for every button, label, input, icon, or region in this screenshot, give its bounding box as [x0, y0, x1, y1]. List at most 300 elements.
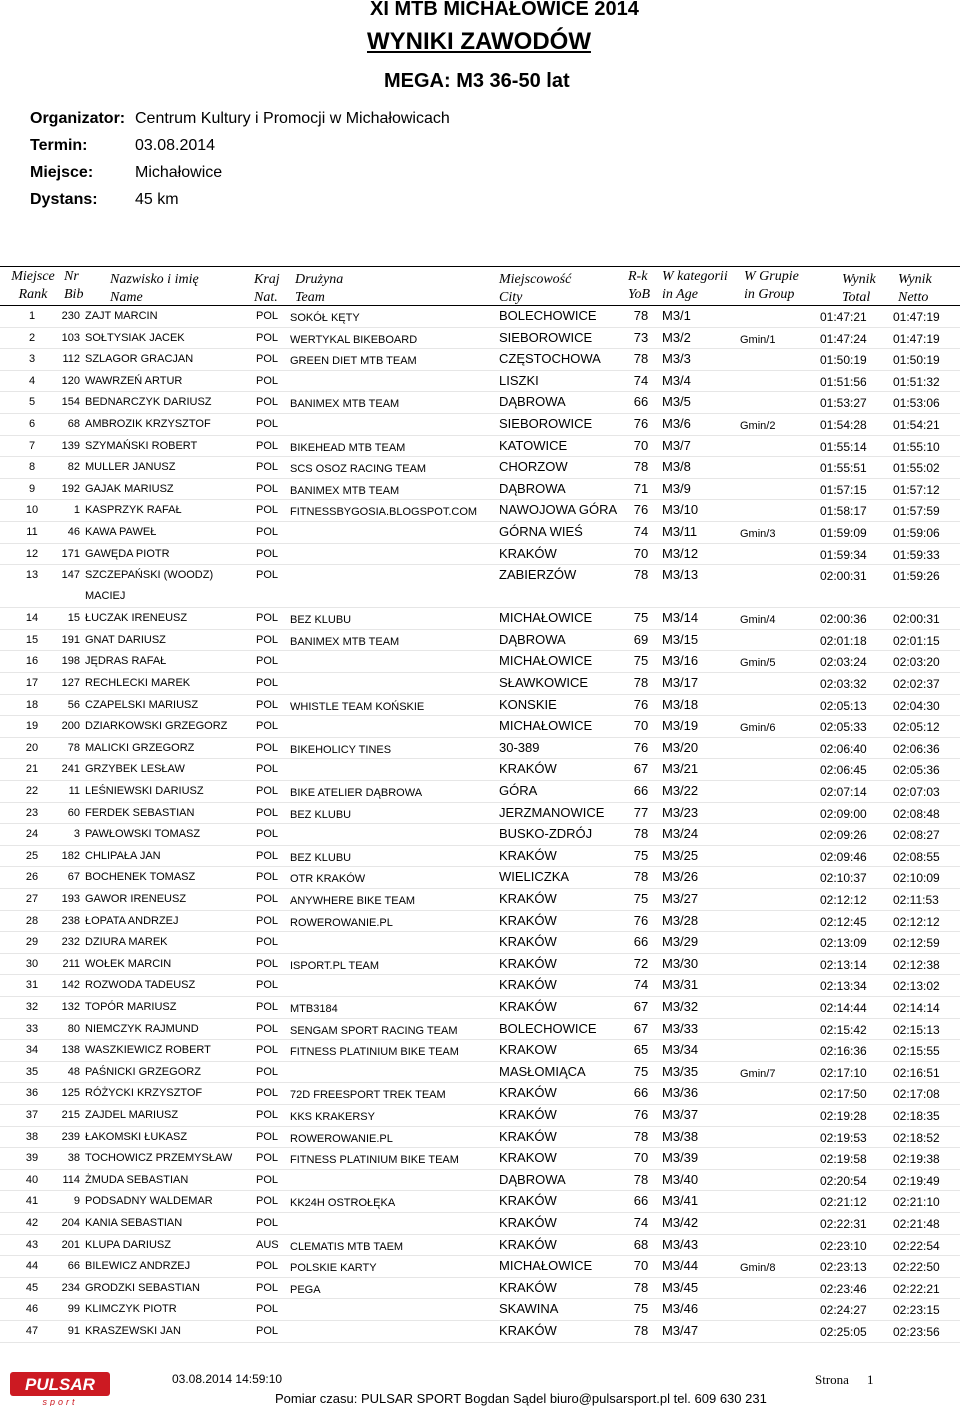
cell-name: TOPÓR MARIUSZ — [85, 1001, 177, 1013]
organizer-value: Centrum Kultury i Promocji w Michałowicach — [135, 110, 450, 127]
cell-nat: POL — [256, 957, 279, 970]
cell-city: KONSKIE — [499, 696, 557, 712]
cell-rank: 12 — [25, 547, 39, 560]
cell-bib: 15 — [67, 612, 80, 625]
table-row — [0, 997, 960, 1019]
table-row — [0, 1278, 960, 1300]
cell-net: 01:47:19 — [893, 310, 940, 324]
logo-text: PULSAR — [25, 1375, 95, 1394]
cell-city: KRAKÓW — [499, 761, 557, 777]
cell-name: ZAJT MARCIN — [85, 310, 158, 322]
cell-cat: M3/41 — [662, 1193, 699, 1209]
cell-bib: 3 — [73, 828, 80, 841]
cell-rank: 16 — [25, 655, 39, 668]
cell-yob: 70 — [633, 718, 649, 734]
cell-rank: 43 — [25, 1238, 39, 1251]
cell-yob: 78 — [633, 1128, 649, 1144]
cell-rank: 41 — [25, 1195, 39, 1208]
cell-yob: 78 — [633, 308, 649, 323]
header-nat-en: Nat. — [254, 290, 278, 305]
cell-name: BOCHENEK TOMASZ — [85, 871, 196, 884]
table-header — [0, 266, 960, 306]
cell-net: 01:55:02 — [893, 461, 940, 476]
cell-tot: 02:21:12 — [820, 1195, 867, 1210]
table-row — [0, 1256, 960, 1278]
cell-name: TOCHOWICZ PRZEMYSŁAW — [85, 1152, 233, 1165]
cell-yob: 66 — [633, 394, 649, 410]
cell-tot: 01:55:51 — [820, 461, 867, 476]
cell-cat: M3/13 — [662, 567, 699, 583]
cell-city: KRAKOW — [499, 1042, 557, 1058]
cell-name: BILEWICZ ANDRZEJ — [85, 1260, 191, 1273]
cell-nat: POL — [256, 806, 279, 819]
table-row — [0, 759, 960, 781]
cell-cat: M3/29 — [662, 934, 699, 950]
header-rank — [8, 268, 58, 304]
cell-tot: 01:47:21 — [820, 310, 867, 324]
cell-net: 02:02:37 — [893, 677, 940, 691]
cell-name: LEŚNIEWSKI DARIUSZ — [85, 785, 204, 797]
cell-tot: 02:06:45 — [820, 763, 867, 778]
cell-yob: 67 — [633, 999, 649, 1014]
cell-city: BOLECHOWICE — [499, 308, 597, 323]
header-bib-pl: Nr — [64, 269, 79, 284]
cell-tot: 02:19:53 — [820, 1130, 867, 1145]
place-label: Miejsce: — [30, 164, 94, 181]
cell-net: 02:12:59 — [893, 936, 940, 951]
cell-tot: 01:51:56 — [820, 374, 867, 389]
cell-yob: 76 — [633, 912, 649, 928]
cell-team: BEZ KLUBU — [290, 808, 352, 821]
cell-nat: POL — [256, 1195, 279, 1208]
cell-rank: 31 — [25, 979, 39, 992]
cell-yob: 75 — [633, 891, 649, 906]
cell-city: KRAKÓW — [499, 999, 557, 1014]
header-total-en: Total — [842, 290, 871, 305]
cell-name: GRZYBEK LESŁAW — [85, 763, 185, 776]
cell-name: SZLAGOR GRACJAN — [85, 353, 194, 366]
cell-city: NAWOJOWA GÓRA — [499, 502, 618, 518]
cell-nat: POL — [256, 1130, 279, 1143]
cell-team: GREEN DIET MTB TEAM — [290, 355, 417, 368]
cell-cat: M3/26 — [662, 869, 699, 885]
cell-rank: 30 — [25, 957, 39, 970]
cell-net: 02:19:49 — [893, 1173, 940, 1188]
cell-nat: POL — [256, 1109, 279, 1121]
cell-bib: 138 — [61, 1044, 80, 1057]
cell-name: WOŁEK MARCIN — [85, 957, 172, 970]
cell-team: POLSKIE KARTY — [290, 1262, 377, 1275]
table-row — [0, 436, 960, 458]
cell-name: ŁAKOMSKI ŁUKASZ — [85, 1130, 188, 1143]
cell-name: RECHLECKI MAREK — [85, 677, 191, 689]
cell-tot: 02:22:31 — [820, 1217, 867, 1231]
header-rank-pl: Miejsce — [11, 269, 55, 284]
cell-yob: 74 — [633, 1215, 649, 1230]
cell-city: MASŁOMIĄCA — [499, 1063, 586, 1079]
cell-yob: 74 — [633, 372, 649, 388]
logo-sub: sport — [42, 1397, 78, 1406]
cell-tot: 01:47:24 — [820, 331, 867, 346]
organizer-label: Organizator: — [30, 110, 126, 127]
cell-net: 02:03:20 — [893, 655, 940, 670]
cell-rank: 8 — [28, 461, 36, 474]
cell-rank: 46 — [25, 1303, 39, 1316]
cell-tot: 02:12:12 — [820, 893, 867, 907]
cell-name: ŁUCZAK IRENEUSZ — [85, 612, 188, 625]
cell-grp: Gmin/8 — [740, 1262, 776, 1275]
cell-tot: 01:53:27 — [820, 396, 867, 411]
table-row — [0, 1170, 960, 1192]
cell-name: KRASZEWSKI JAN — [85, 1325, 181, 1337]
cell-bib: 132 — [61, 1001, 80, 1013]
cell-city: KRAKÓW — [499, 934, 557, 950]
table-row — [0, 1019, 960, 1041]
cell-net: 01:59:06 — [893, 526, 940, 540]
cell-cat: M3/14 — [662, 610, 699, 626]
cell-net: 02:06:36 — [893, 741, 940, 756]
cell-rank: 22 — [25, 785, 39, 797]
cell-team: ISPORT.PL TEAM — [290, 959, 380, 972]
cell-nat: POL — [256, 526, 279, 538]
footer-timing: Pomiar czasu: PULSAR SPORT Bogdan Sądel biuro@pulsarsport.pl tel. 609 630 231 — [275, 1391, 767, 1406]
cell-rank: 7 — [28, 439, 36, 452]
cell-cat: M3/9 — [662, 480, 691, 496]
cell-net: 02:08:48 — [893, 806, 940, 821]
cell-net: 02:12:38 — [893, 957, 940, 972]
cell-city: KRAKÓW — [499, 1128, 557, 1144]
cell-name: KASPRZYK RAFAŁ — [85, 504, 182, 517]
cell-name: KLUPA DARIUSZ — [85, 1238, 171, 1251]
table-row — [0, 1105, 960, 1127]
cell-cat: M3/35 — [662, 1063, 699, 1079]
header-yob-en: YoB — [628, 287, 651, 302]
cell-cat: M3/2 — [662, 329, 691, 345]
cell-nat: POL — [256, 396, 279, 409]
cell-rank: 19 — [25, 720, 39, 733]
cell-city: KRAKÓW — [499, 891, 557, 906]
cell-city: MICHAŁOWICE — [499, 653, 593, 669]
cell-tot: 02:07:14 — [820, 785, 867, 799]
cell-name: NIEMCZYK RAJMUND — [85, 1022, 199, 1035]
cell-name: AMBROZIK KRZYSZTOF — [85, 418, 211, 430]
cell-tot: 02:19:58 — [820, 1152, 867, 1167]
cell-city: KRAKÓW — [499, 1236, 557, 1252]
cell-team: BIKEHEAD MTB TEAM — [290, 441, 406, 454]
cell-nat: POL — [256, 1044, 279, 1057]
cell-rank: 40 — [25, 1173, 39, 1186]
cell-net: 02:11:53 — [893, 893, 939, 907]
cell-nat: POL — [256, 677, 279, 689]
table-row — [0, 846, 960, 868]
cell-bib: 182 — [61, 849, 80, 862]
event-title: XI MTB MICHAŁOWICE 2014 — [370, 0, 639, 20]
header-city-en: City — [499, 290, 523, 305]
cell-team: KK24H OSTROŁĘKA — [290, 1197, 396, 1210]
cell-net: 02:07:03 — [893, 785, 940, 799]
cell-tot: 02:03:32 — [820, 677, 867, 691]
cell-net: 02:08:55 — [893, 849, 940, 864]
cell-rank: 11 — [26, 526, 38, 538]
cell-bib: 198 — [61, 655, 80, 668]
table-row — [0, 414, 960, 436]
cell-name: WASZKIEWICZ ROBERT — [85, 1044, 211, 1057]
cell-city: DĄBROWA — [499, 631, 566, 647]
cell-rank: 10 — [25, 504, 39, 517]
header-netto-pl: Wynik — [898, 272, 932, 287]
cell-bib: 80 — [67, 1022, 80, 1035]
header-total-pl: Wynik — [842, 272, 876, 287]
cell-bib: 215 — [61, 1109, 80, 1121]
cell-tot: 02:05:13 — [820, 698, 867, 713]
cell-nat: POL — [256, 1303, 279, 1316]
cell-nat: POL — [256, 1022, 279, 1035]
header-nat-pl: Kraj — [254, 272, 280, 287]
cell-team: BEZ KLUBU — [290, 614, 352, 627]
cell-city: CHORZOW — [499, 459, 568, 475]
cell-city: BUSKO-ZDRÓJ — [499, 826, 593, 842]
cell-net: 02:22:54 — [893, 1238, 940, 1253]
cell-yob: 66 — [633, 1085, 649, 1101]
cell-tot: 02:25:05 — [820, 1325, 867, 1339]
cell-tot: 02:15:42 — [820, 1022, 867, 1037]
cell-cat: M3/22 — [662, 783, 699, 798]
place-value: Michałowice — [135, 164, 223, 181]
cell-bib: 46 — [67, 526, 80, 538]
cell-name: PAWŁOWSKI TOMASZ — [85, 828, 201, 841]
table-row — [0, 738, 960, 760]
cell-yob: 76 — [633, 502, 649, 518]
cell-rank: 44 — [25, 1260, 39, 1273]
cell-bib: 9 — [73, 1195, 80, 1208]
cell-bib: 171 — [61, 547, 80, 560]
cell-cat: M3/44 — [662, 1258, 699, 1274]
cell-net: 01:57:59 — [893, 504, 940, 519]
cell-grp: Gmin/7 — [740, 1067, 776, 1080]
cell-cat: M3/25 — [662, 847, 699, 863]
cell-name: ZAJDEL MARIUSZ — [85, 1109, 179, 1121]
cell-city: KRAKÓW — [499, 1215, 557, 1230]
cell-net: 02:10:09 — [893, 871, 940, 886]
cell-tot: 02:12:45 — [820, 914, 867, 929]
cell-bib: 11 — [68, 785, 80, 797]
cell-nat: POL — [256, 374, 279, 387]
cell-cat: M3/37 — [662, 1107, 699, 1122]
table-row — [0, 889, 960, 911]
header-bib — [64, 268, 83, 304]
cell-net: 02:19:38 — [893, 1152, 940, 1167]
cell-rank: 38 — [25, 1130, 39, 1143]
cell-name: GAJAK MARIUSZ — [85, 482, 174, 495]
cell-rank: 17 — [25, 677, 39, 689]
table-row — [0, 932, 960, 954]
cell-tot: 02:13:09 — [820, 936, 867, 951]
cell-nat: AUS — [256, 1238, 279, 1251]
cell-nat: POL — [256, 741, 279, 754]
cell-tot: 01:57:15 — [820, 482, 867, 497]
cell-team: 72D FREESPORT TREK TEAM — [290, 1089, 446, 1102]
cell-nat: POL — [256, 310, 279, 322]
cell-city: DĄBROWA — [499, 480, 566, 496]
cell-tot: 02:00:36 — [820, 612, 867, 627]
cell-city: GÓRA — [499, 783, 538, 798]
cell-bib: 232 — [61, 936, 80, 949]
cell-bib: 147 — [61, 569, 80, 582]
table-row — [0, 630, 960, 652]
cell-yob: 73 — [633, 329, 649, 345]
cell-grp: Gmin/6 — [740, 722, 776, 735]
cell-bib: 193 — [61, 893, 80, 905]
cell-yob: 76 — [633, 739, 649, 755]
table-row — [0, 975, 960, 997]
cell-rank: 20 — [25, 741, 39, 754]
cell-team: KKS KRAKERSY — [290, 1111, 375, 1123]
cell-rank: 2 — [28, 331, 36, 344]
cell-nat: POL — [256, 1152, 279, 1165]
cell-yob: 74 — [633, 977, 649, 993]
cell-nat: POL — [256, 547, 279, 560]
cell-city: KRAKÓW — [499, 847, 557, 863]
table-row — [0, 1127, 960, 1149]
cell-team: SOKÓŁ KĘTY — [290, 312, 360, 324]
header-rank-en: Rank — [18, 287, 48, 302]
distance-value: 45 km — [135, 191, 179, 208]
cell-rank: 29 — [25, 936, 39, 949]
cell-team: BANIMEX MTB TEAM — [290, 635, 400, 648]
cell-tot: 02:09:00 — [820, 806, 867, 821]
cell-team: ANYWHERE BIKE TEAM — [290, 895, 416, 907]
cell-nat: POL — [256, 353, 279, 366]
cell-cat: M3/21 — [662, 761, 699, 777]
cell-rank: 15 — [25, 633, 39, 646]
cell-yob: 70 — [633, 1258, 649, 1274]
cell-name: CZAPELSKI MARIUSZ — [85, 698, 199, 711]
cell-team: FITNESSBYGOSIA.BLOGSPOT.COM — [290, 506, 478, 519]
cell-bib: 48 — [67, 1065, 80, 1078]
cell-name: RÓŻYCKI KRZYSZTOF — [85, 1087, 203, 1100]
cell-yob: 78 — [633, 675, 649, 690]
cell-bib: 60 — [67, 806, 80, 819]
cell-net: 02:23:15 — [893, 1303, 940, 1318]
cell-yob: 78 — [633, 1171, 649, 1187]
cell-cat: M3/3 — [662, 351, 691, 367]
cell-nat: POL — [256, 893, 279, 905]
table-row — [0, 1083, 960, 1105]
cell-yob: 68 — [633, 1236, 649, 1252]
table-row — [0, 695, 960, 717]
cell-rank: 3 — [28, 353, 36, 366]
cell-yob: 76 — [633, 1107, 649, 1122]
cell-name: PODSADNY WALDEMAR — [85, 1195, 213, 1208]
cell-cat: M3/10 — [662, 502, 699, 518]
cell-nat: POL — [256, 1173, 279, 1186]
cell-rank: 13 — [25, 569, 39, 582]
cell-cat: M3/12 — [662, 545, 699, 561]
cell-nat: POL — [256, 439, 279, 452]
cell-name: KANIA SEBASTIAN — [85, 1217, 183, 1229]
cell-cat: M3/43 — [662, 1236, 699, 1252]
table-row — [0, 1235, 960, 1257]
header-city-pl: Miejscowość — [499, 272, 572, 287]
cell-bib: 103 — [61, 331, 80, 344]
cell-yob: 78 — [633, 826, 649, 842]
cell-net: 02:16:51 — [893, 1065, 940, 1080]
header-name-en: Name — [110, 290, 143, 305]
cell-nat: POL — [256, 461, 279, 474]
cell-bib: 204 — [61, 1217, 80, 1229]
cell-cat: M3/46 — [662, 1301, 699, 1317]
footer-timestamp: 03.08.2014 14:59:10 — [172, 1372, 283, 1386]
cell-tot: 02:13:14 — [820, 957, 867, 972]
cell-team: ROWEROWANIE.PL — [290, 1132, 393, 1145]
table-row — [0, 1321, 960, 1343]
cell-tot: 02:19:28 — [820, 1109, 867, 1123]
cell-bib: 154 — [61, 396, 80, 409]
cell-city: SKAWINA — [499, 1301, 559, 1317]
header-cat — [662, 268, 728, 304]
cell-rank: 28 — [25, 914, 39, 927]
cell-yob: 67 — [633, 761, 649, 777]
cell-cat: M3/6 — [662, 416, 691, 431]
cell-bib: 230 — [61, 310, 80, 322]
cell-bib: 238 — [61, 914, 80, 927]
header-name-pl: Nazwisko i imię — [110, 272, 199, 287]
cell-name: SZCZEPAŃSKI (WOODZ) MACIEJ — [85, 569, 214, 603]
cell-team: WERTYKAL BIKEBOARD — [290, 333, 418, 346]
cell-net: 02:01:15 — [893, 633, 940, 648]
table-row — [0, 522, 960, 544]
header-bib-en: Bib — [64, 287, 84, 302]
cell-city: BOLECHOWICE — [499, 1020, 597, 1036]
cell-nat: POL — [256, 936, 279, 949]
distance-label: Dystans: — [30, 191, 98, 208]
cell-nat: POL — [256, 633, 279, 646]
cell-nat: POL — [256, 1260, 279, 1273]
cell-team: SCS OSOZ RACING TEAM — [290, 463, 427, 476]
table-row — [0, 781, 960, 803]
cell-rank: 24 — [25, 828, 39, 841]
cell-yob: 75 — [633, 1301, 649, 1317]
table-row — [0, 1040, 960, 1062]
cell-net: 01:59:26 — [893, 569, 940, 584]
cell-tot: 02:23:10 — [820, 1238, 867, 1253]
cell-bib: 241 — [61, 763, 80, 776]
footer-page — [815, 1372, 873, 1388]
cell-tot: 02:17:10 — [820, 1065, 867, 1080]
cell-city: KRAKÓW — [499, 912, 557, 928]
table-row — [0, 824, 960, 846]
cell-tot: 02:01:18 — [820, 633, 867, 648]
cell-rank: 21 — [25, 763, 39, 776]
cell-net: 02:12:12 — [893, 914, 940, 929]
cell-bib: 211 — [62, 957, 80, 970]
table-row — [0, 328, 960, 350]
table-row — [0, 867, 960, 889]
table-row — [0, 803, 960, 825]
cell-cat: M3/20 — [662, 739, 699, 755]
cell-team: FITNESS PLATINIUM BIKE TEAM — [290, 1154, 459, 1167]
cell-bib: 191 — [61, 633, 80, 646]
cell-bib: 1 — [73, 504, 80, 517]
cell-net: 01:54:21 — [893, 418, 940, 432]
header-team — [295, 271, 343, 307]
cell-bib: 239 — [61, 1130, 80, 1143]
cell-rank: 25 — [25, 849, 39, 862]
cell-rank: 39 — [25, 1152, 39, 1165]
cell-bib: 114 — [62, 1173, 80, 1186]
cell-cat: M3/32 — [662, 999, 699, 1014]
cell-rank: 32 — [25, 1001, 39, 1013]
